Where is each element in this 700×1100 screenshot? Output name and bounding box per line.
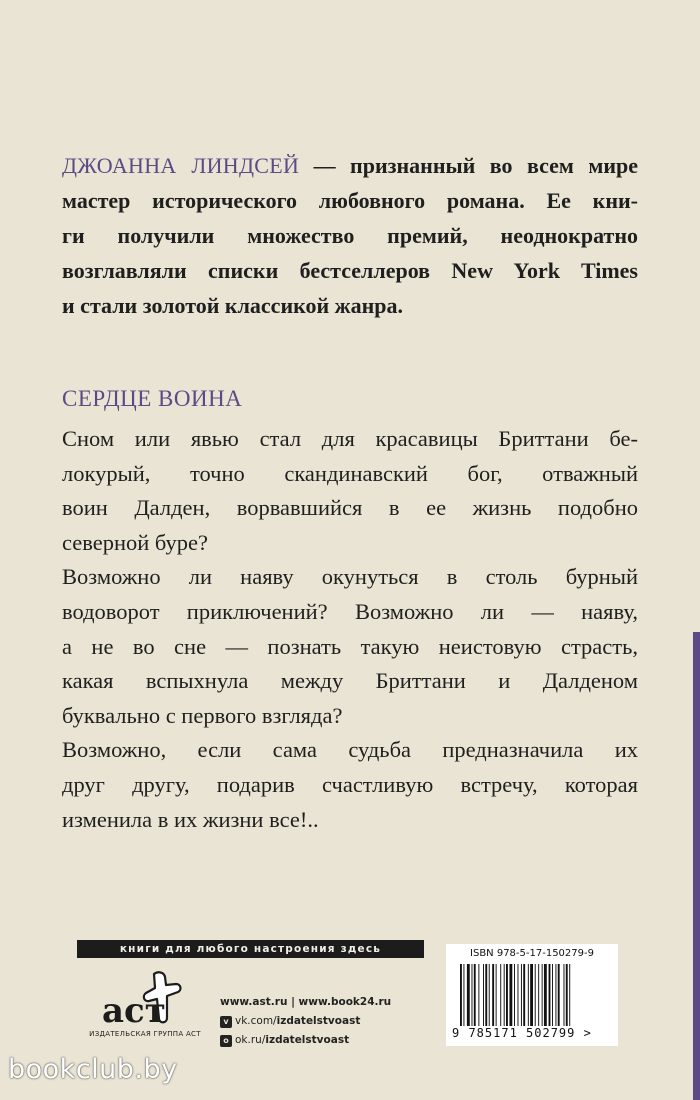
website-links: www.ast.ru | www.book24.ru	[220, 996, 392, 1008]
blurb-line: локурый, точно скандинавский бог, отважный	[62, 460, 638, 486]
isbn-number: ISBN 978-5-17-150279-9	[470, 948, 594, 959]
ok-prefix: ok.ru/	[235, 1034, 266, 1046]
publisher-caption: ИЗДАТЕЛЬСКАЯ ГРУППА АСТ	[89, 1030, 201, 1038]
blurb-line: какая вспыхнула между Бриттани и Далденом	[62, 668, 638, 694]
blurb-line: изменила в их жизни все!..	[62, 806, 319, 832]
blurb-line: друг другу, подарив счастливую встречу, которая	[62, 771, 638, 797]
ok-handle: izdatelstvoast	[265, 1034, 350, 1046]
author-bio-line: и стали золотой классикой жанра.	[62, 293, 404, 318]
barcode-icon	[460, 964, 608, 1026]
isbn-barcode-box	[446, 944, 618, 1046]
vk-prefix: vk.com/	[235, 1015, 277, 1027]
vk-icon: v	[220, 1016, 232, 1028]
blurb-line: водоворот приключений? Возможно ли — наяву,	[62, 598, 638, 624]
author-bio-line: ги получили множество премий, неоднократно	[62, 223, 638, 248]
site-watermark: bookclub.by	[8, 1054, 178, 1085]
vk-handle: izdatelstvoast	[276, 1015, 361, 1027]
publisher-links	[220, 993, 391, 1050]
author-bio	[62, 148, 638, 323]
vk-link	[220, 1012, 391, 1031]
blurb-line: воин Далден, ворвавшийся в ее жизнь подобно	[62, 495, 638, 521]
publisher-tagline: книги для любого настроения здесь	[77, 940, 424, 958]
blurb-line: буквально с первого взгляда?	[62, 702, 343, 728]
author-bio-line: — признанный во всем мире	[299, 153, 639, 178]
ok-icon: o	[220, 1035, 232, 1047]
svg-text:аст: аст	[102, 991, 166, 1031]
blurb-line: Возможно, если сама судьба предназначила их	[62, 737, 638, 763]
author-bio-line: мастер исторического любовного романа. Ее кни-	[62, 188, 638, 213]
blurb-line: Возможно ли наяву окунуться в столь бурный	[62, 564, 638, 590]
ok-link	[220, 1031, 391, 1050]
blurb-line: северной буре?	[62, 529, 208, 555]
book-title-heading: СЕРДЦЕ ВОИНА	[62, 386, 243, 411]
author-bio-line: возглавляли списки бестселлеров New York Times	[62, 258, 638, 283]
book-blurb	[62, 422, 638, 837]
barcode-digits: 9 785171 502799 >	[452, 1026, 592, 1040]
author-name: ДЖОАННА ЛИНДСЕЙ	[62, 153, 300, 178]
blurb-line: Сном или явью стал для красавицы Бриттани бе-	[62, 426, 638, 451]
purple-edge-stripe	[693, 632, 700, 1100]
blurb-line: а не во сне — познать такую неистовую страсть,	[62, 633, 638, 659]
